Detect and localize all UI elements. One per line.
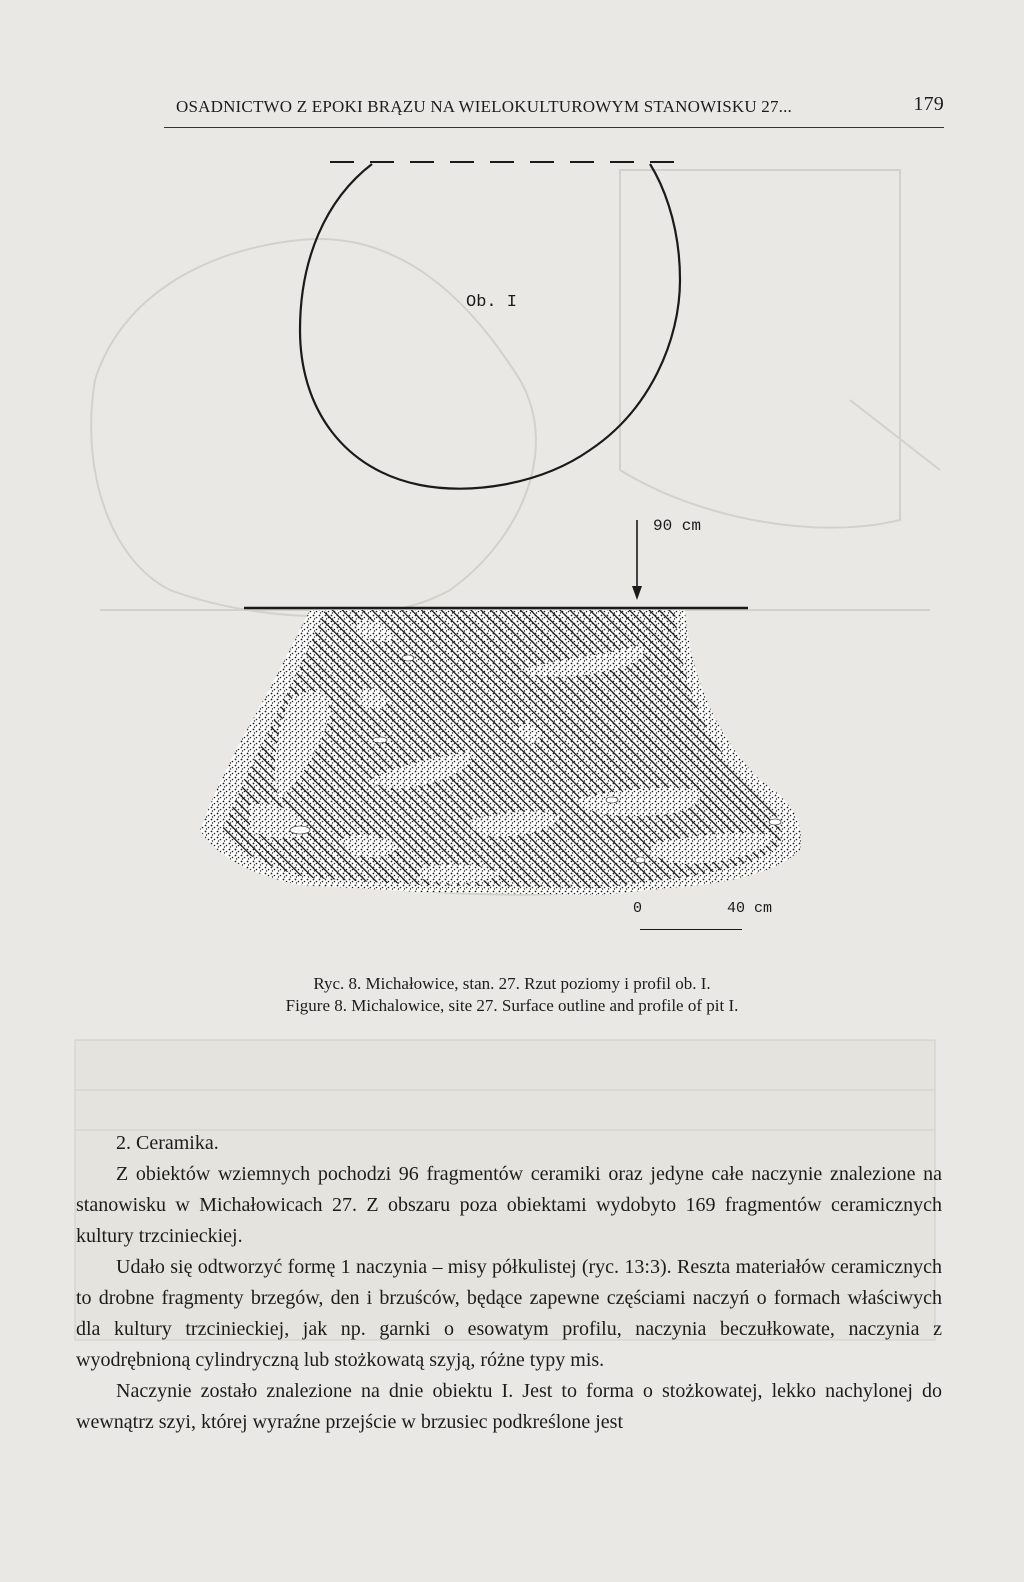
pit-figure [0,140,1024,930]
scale-label: 40 cm [727,900,773,917]
paragraph: Naczynie zostało znalezione na dnie obiektu I. Jest to forma o stożkowatej, lekko nachylonej do wewnątrz szyi, której wyraźne przejście w brzusiec podkreślone jest [76,1380,942,1433]
paragraph: Udało się odtworzyć formę 1 naczynia – misy półkulistej (ryc. 13:3). Reszta materiałów ceramicznych to drobne fragmenty brzegów, den i brzuśców, będące zapewne częściami naczyń o formach właściwych dla kultury trzcinieckiej, jak np. garnki o esowatym profilu, naczynia beczułkowate, naczynia z wyodrębnioną cylindryczną lub stożkowatą szyją, różne typy mis. [76,1256,942,1371]
section-heading: 2. Ceramika. [116,1132,219,1154]
figure-caption-en: Figure 8. Michalowice, site 27. Surface outline and profile of pit I. [285,996,739,1015]
page-number: 179 [913,93,944,115]
header-rule [164,127,944,128]
scale-zero: 0 [633,900,643,917]
paragraph: Z obiektów wziemnych pochodzi 96 fragmentów ceramiki oraz jedyne całe naczynie znalezione na stanowisku w Michałowicach 27. Z obszaru poza obiektami wydobyto 169 fragmentów ceramicznych kultury trzcinieckiej. [76,1163,942,1247]
depth-arrow-head [632,586,642,600]
body-text [76,1128,942,1438]
running-title: OSADNICTWO Z EPOKI BRĄZU NA WIELOKULTUROWYM STANOWISKU 27... [176,97,792,116]
depth-label: 90 cm [653,517,702,535]
figure-caption-pl: Ryc. 8. Michałowice, stan. 27. Rzut poziomy i profil ob. I. [313,974,711,993]
pit-outline [300,164,680,489]
pit-label: Ob. I [466,293,518,312]
